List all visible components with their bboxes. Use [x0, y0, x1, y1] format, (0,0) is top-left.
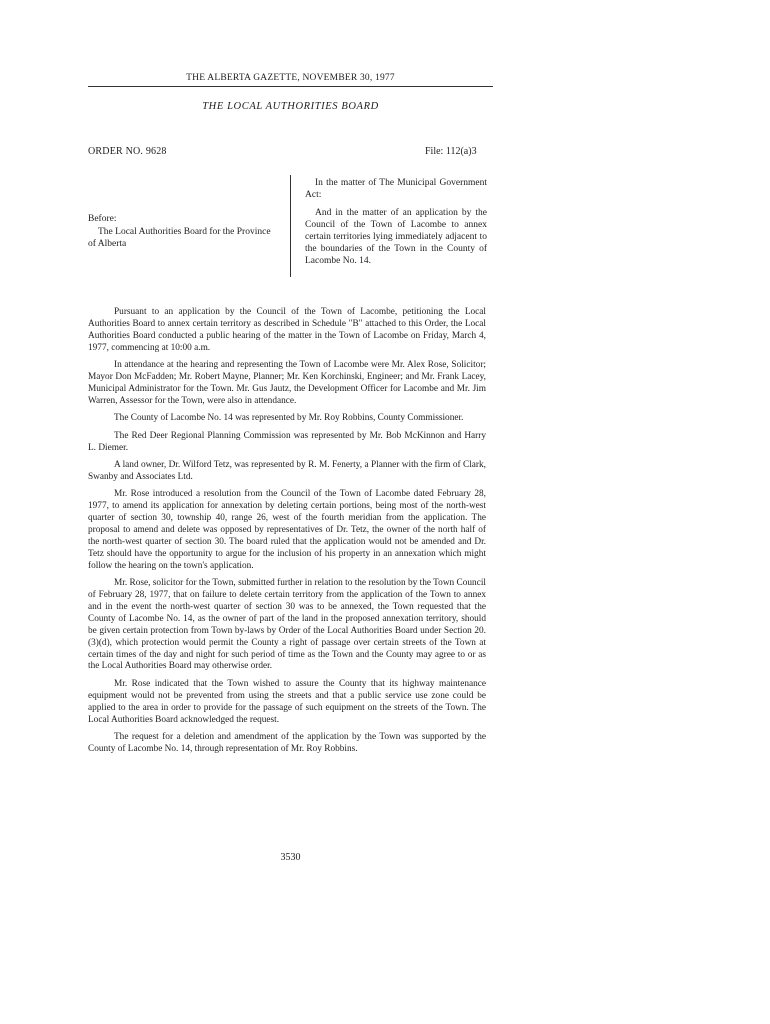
- order-number: ORDER NO. 9628: [88, 146, 167, 157]
- paragraph: The request for a deletion and amendment of the application by the Town was supported by the County of Lacombe No. 14, through representation of Mr. Roy Robbins.: [88, 732, 486, 754]
- paragraph: Pursuant to an application by the Council of the Town of Lacombe, petitioning the Local Authorities Board to annex certain territory as described in Schedule "B" attached to this Order, the Local Authorities Board conducted a public hearing of the matter in the Town of Lacombe on Friday, March 4, 1977, commencing at 10:00 a.m.: [88, 307, 486, 353]
- paragraph: Mr. Rose introduced a resolution from the Council of the Town of Lacombe dated February 28, 1977, to amend its application for annexation by deleting certain portions, being most of the north-west quarter of section 30, township 40, range 26, west of the fourth meridian from the application. The proposal to amend and delete was opposed by representatives of Dr. Tetz, the owner of the north half of the north-west quarter of section 30. The board ruled that the application would not be amended and Dr. Tetz should have the opportunity to argue for the inclusion of his property in an annexation which might follow the hearing on the town's application.: [88, 489, 486, 571]
- before-text: The Local Authorities Board for the Province of Alberta: [88, 227, 271, 249]
- matter-block: [305, 177, 487, 273]
- paragraph: In attendance at the hearing and representing the Town of Lacombe were Mr. Alex Rose, Solicitor; Mayor Don McFadden; Mr. Robert Mayne, Planner; Mr. Ken Korchinski, Engineer; and Mr. Frank Lacey, Municipal Administrator for the Town. Mr. Gus Jautz, the Development Officer for Lacombe and Mr. Jim Warren, Assessor for the Town, were also in attendance.: [88, 360, 486, 406]
- paragraph: A land owner, Dr. Wilford Tetz, was represented by R. M. Fenerty, a Planner with the firm of Clark, Swanby and Associates Ltd.: [88, 459, 486, 482]
- paragraph: Mr. Rose, solicitor for the Town, submitted further in relation to the resolution by the Town Council of February 28, 1977, that on failure to delete certain territory from the application of the Town to annex and in the event the north-west quarter of section 30 was to be annexed, the Town requested that the County of Lacombe No. 14, as the owner of part of the land in the proposed annexation territory, should be given certain protection from Town by-laws by Order of the Local Authorities Board under Section 20.(3)(d), which protection would permit the County a right of passage over certain streets of the Town at certain times of the day and night for such period of time as the Town and the County may agree to or as the Local Authorities Board may otherwise order.: [88, 578, 486, 672]
- gazette-header: THE ALBERTA GAZETTE, NOVEMBER 30, 1977: [186, 73, 395, 83]
- header-rule: [88, 86, 493, 87]
- paragraph: The County of Lacombe No. 14 was represented by Mr. Roy Robbins, County Commissioner.: [114, 413, 464, 424]
- matter-brace: [290, 175, 301, 277]
- matter-act: In the matter of The Municipal Government Act:: [305, 178, 487, 200]
- matter-application: And in the matter of an application by the Council of the Town of Lacombe to annex certain territories lying immediately adjacent to the boundaries of the Town in the County of Lacombe No. 14.: [305, 208, 487, 266]
- paragraph: Mr. Rose indicated that the Town wished to assure the County that its highway maintenance equipment would not be prevented from using the streets and that a public service use zone could be applied to the area in order to provide for the passage of such equipment on the streets of the Town. The Local Authorities Board acknowledged the request.: [88, 678, 486, 725]
- file-number: File: 112(a)3: [425, 146, 477, 157]
- page-number: 3530: [280, 852, 301, 863]
- order-body: [88, 307, 486, 761]
- paragraph: The Red Deer Regional Planning Commission was represented by Mr. Bob McKinnon and Harry L. Diemer.: [88, 430, 486, 453]
- board-title: THE LOCAL AUTHORITIES BOARD: [202, 101, 379, 112]
- before-label: Before:: [88, 214, 117, 224]
